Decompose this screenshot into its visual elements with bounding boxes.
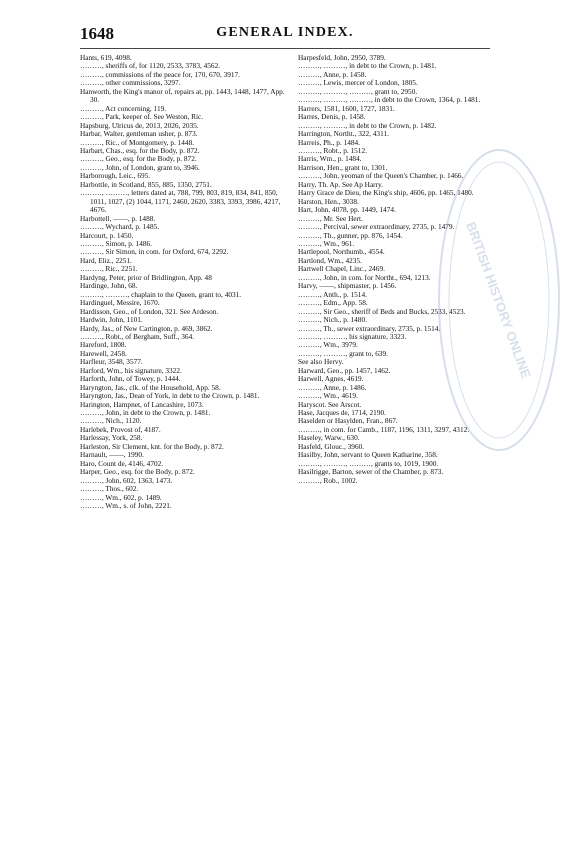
- index-entry: ………, Wm., s. of John, 2221.: [80, 501, 172, 511]
- index-entry: Haryscot. See Arscot.: [298, 399, 362, 409]
- index-entry: Hardinge, John, 68.: [80, 281, 138, 291]
- index-entry: ………, sheriffs of, for 1120, 2533, 3783, 4562.: [80, 61, 221, 71]
- index-entry: ………, ………, grant to, 639.: [298, 348, 388, 358]
- index-entry: Harry, Th. Ap. See Ap Harry.: [298, 179, 384, 189]
- watermark-text: BRITISH HISTORY ONLINE: [463, 220, 534, 381]
- index-entry: ………, Th., gunner, pp. 876, 1454.: [298, 230, 403, 240]
- index-entry: ………, Ric., of Montgomery, p. 1448.: [80, 137, 195, 147]
- index-entry: Harington, Hampnet, of Lancashire, 1073.: [80, 399, 204, 409]
- index-entry: Hartlepool, Northumb., 4554.: [298, 247, 385, 257]
- index-entry: Haselden or Hasylden, Fran., 867.: [298, 416, 398, 426]
- index-entry: Harbottell, ——, p. 1488.: [80, 213, 156, 223]
- index-entry: Harreis, Ph., p. 1484.: [298, 137, 361, 147]
- index-entry: Hardy, Jas., of New Cartington, p. 469, 3862.: [80, 323, 213, 333]
- index-entry: Harry Grace de Dieu, the King's ship, 4606, pp. 1465, 1480.: [298, 188, 474, 198]
- index-entry: Harborough, Leic., 695.: [80, 171, 151, 181]
- index-entry: Harbottle, in Scotland, 855, 885, 1350, 2751.: [80, 179, 212, 189]
- index-entry: ………, ………, letters dated at, 788, 799, 803, 819, 834, 841, 850, 1011, 1027, (2) 1044, 1171, 2460, 2620, 3383, 3393, 3986, 4217, 4676.: [80, 188, 281, 215]
- index-entry: ………, Rob., 1002.: [298, 475, 358, 485]
- index-entry: ………, Park, keeper of. See Weston, Ric.: [80, 112, 204, 122]
- page-number: 1648: [80, 24, 114, 43]
- index-entry: ………, ………, in debt to the Crown, p. 1481.: [298, 61, 437, 71]
- index-entry: Haro, Count de, 4146, 4702.: [80, 458, 164, 468]
- index-entry: ………, Edm., App. 58.: [298, 298, 368, 308]
- index-entry: ………, Anth., p. 1514.: [298, 289, 367, 299]
- index-entry: ………, John, in debt to the Crown, p. 1481.: [80, 408, 211, 418]
- index-entry: ………, Ric., 2251.: [80, 264, 138, 274]
- index-entry: ………, ………, chaplain to the Queen, grant to, 4031.: [80, 289, 242, 299]
- index-entry: ………, ………, ………, grant to, 2950.: [298, 86, 418, 96]
- index-entry: ………, Wm., 602, p. 1489.: [80, 492, 162, 502]
- index-entry: Hardinguel, Messire, 1670.: [80, 298, 160, 308]
- index-entry: Harbart, Chas., esq. for the Body, p. 872.: [80, 145, 200, 155]
- index-entry: ………, Anne, p. 1486.: [298, 382, 367, 392]
- index-entry: Hareford, 1808.: [80, 340, 127, 350]
- index-entry: Hapsburg, Ulricus de, 2013, 2026, 2035.: [80, 120, 199, 130]
- index-entry: ………, ………, ………, in debt to the Crown, 1364, p. 1481.: [298, 95, 481, 105]
- index-entry: Hartlond, Wm., 4235.: [298, 255, 362, 265]
- index-entry: ………, other commissions, 3297.: [80, 78, 181, 88]
- header-rule: [80, 48, 490, 49]
- index-column-left: [80, 54, 290, 510]
- index-entry: ………, ………, ………, grants to, 1019, 1900.: [298, 458, 439, 468]
- index-entry: Harston, Hen., 3038.: [298, 196, 359, 206]
- index-entry: Hase, Jacques de, 1714, 2190.: [298, 408, 386, 418]
- page-title: GENERAL INDEX.: [216, 25, 354, 40]
- index-entry: ………, Sir Geo., sheriff of Beds and Bucks, 2533, 4523.: [298, 306, 466, 316]
- index-entry: Hanworth, the King's manor of, repairs at, pp. 1443, 1448, 1477, App. 30.: [80, 86, 285, 105]
- index-entry: Haseley, Warw., 630.: [298, 433, 360, 443]
- index-entry: Hasilby, John, servant to Queen Katharine, 358.: [298, 450, 438, 460]
- index-entry: ………, Mr. See Hert.: [298, 213, 363, 223]
- index-entry: ………, ………, in debt to the Crown, p. 1482.: [298, 120, 437, 130]
- index-entry: Harper, Geo., esq. for the Body, p. 872.: [80, 467, 195, 477]
- index-entry: ………, Sir Simon, in com. for Oxford, 674, 2292.: [80, 247, 229, 257]
- index-entry: Haryngton, Jas., Dean of York, in debt to the Crown, p. 1481.: [80, 391, 260, 401]
- index-entry: ………, Wm., 4619.: [298, 391, 358, 401]
- index-entry: ………, Anne, p. 1458.: [298, 69, 367, 79]
- index-entry: ………, Nich., p. 1480.: [298, 315, 367, 325]
- index-entry: Hants, 619, 4098.: [80, 53, 132, 62]
- index-entry: Harwell, Agnes, 4619.: [298, 374, 364, 384]
- index-entry: ………, Nich., 1120.: [80, 416, 142, 426]
- index-entry: ………, John, in com. for Northt., 694, 1213.: [298, 272, 431, 282]
- index-entry: Harward, Geo., pp. 1457, 1462.: [298, 365, 391, 375]
- index-entry: Hardyng, Peter, prior of Bridlington, App. 48: [80, 272, 212, 282]
- index-entry: Hartwell Chapel, Linc., 2469.: [298, 264, 385, 274]
- index-entry: ………, Percival, sewer extraordinary, 2735, p. 1479.: [298, 222, 455, 232]
- index-entry: Harres, Denis, p. 1458.: [298, 112, 366, 122]
- index-entry: ………, Thos., 602.: [80, 484, 139, 494]
- index-entry: Hardisson, Geo., of London, 321. See Ardeson.: [80, 306, 219, 316]
- page-header: [80, 24, 490, 46]
- index-entry: See also Hervy.: [298, 357, 344, 367]
- index-entry: ………, commissions of the peace for, 170, 670, 3917.: [80, 69, 241, 79]
- index-entry: Harleston, Sir Clement, knt. for the Body, p. 872.: [80, 441, 224, 451]
- index-entry: Hasfeld, Glouc., 3960.: [298, 441, 365, 451]
- index-entry: Hardwin, John, 1101.: [80, 315, 143, 325]
- index-entry: Harlessay, York, 258.: [80, 433, 143, 443]
- index-entry: Harnault, ——, 1990.: [80, 450, 144, 460]
- index-entry: Harcourt, p. 1450.: [80, 230, 134, 240]
- index-entry: ………, Robt., p. 1512.: [298, 145, 367, 155]
- index-entry: Harlebek, Provost of, 4187.: [80, 424, 161, 434]
- index-entry: ………, Wm., 961.: [298, 238, 355, 248]
- index-entry: ………, in com. for Camb., 1187, 1196, 1311, 3297, 4312.: [298, 424, 470, 434]
- watermark-stamp: [424, 140, 567, 460]
- index-entry: ………, Wychard, p. 1485.: [80, 222, 160, 232]
- index-entry: ………, Th., sewer extraordinary, 2735, p. 1514.: [298, 323, 441, 333]
- index-entry: ………, Simon, p. 1486.: [80, 238, 152, 248]
- index-entry: Harpesfeld, John, 2950, 3789.: [298, 53, 386, 62]
- index-entry: Hart, John, 4078, pp. 1449, 1474.: [298, 205, 396, 215]
- index-entry: ………, Wm., 3979.: [298, 340, 358, 350]
- index-entry: Harris, Wm., p. 1484.: [298, 154, 362, 164]
- index-entry: ………, Geo., esq. for the Body, p. 872.: [80, 154, 197, 164]
- index-entry: Harrers, 1581, 1600, 1727, 1831.: [298, 103, 395, 113]
- index-entry: ………, Robt., of Bergham, Suff., 364.: [80, 331, 195, 341]
- index-entry: Harewell, 2458.: [80, 348, 127, 358]
- index-entry: ………, John, yeoman of the Queen's Chamber, p. 1466.: [298, 171, 464, 181]
- index-entry: ………, John, 602, 1363, 1473.: [80, 475, 173, 485]
- index-entry: Hasilrigge, Barton, sewer of the Chamber, p. 873.: [298, 467, 444, 477]
- index-entry: Haryngton, Jas., clk. of the Household, App. 58.: [80, 382, 221, 392]
- index-entry: ………, Act concerning, 119.: [80, 103, 167, 113]
- index-entry: Harford, Wm., his signature, 3322.: [80, 365, 182, 375]
- index-entry: Harforth, John, of Towey, p. 1444.: [80, 374, 181, 384]
- index-entry: Hard, Eliz., 2251.: [80, 255, 132, 265]
- index-entry: ………, Lewis, mercer of London, 1805.: [298, 78, 418, 88]
- index-entry: Harfleur, 3548, 3577.: [80, 357, 143, 367]
- index-entry: Harrison, Hen., grant to, 1301.: [298, 162, 388, 172]
- index-entry: Harvy, ——, shipmaster, p. 1456.: [298, 281, 397, 291]
- index-entry: ………, ………, his signature, 3323.: [298, 331, 407, 341]
- index-entry: Harbar, Walter, gentleman usher, p. 873.: [80, 129, 198, 139]
- index-entry: ………, John, of London, grant to, 3946.: [80, 162, 200, 172]
- index-entry: Harrington, Northt., 322, 4311.: [298, 129, 389, 139]
